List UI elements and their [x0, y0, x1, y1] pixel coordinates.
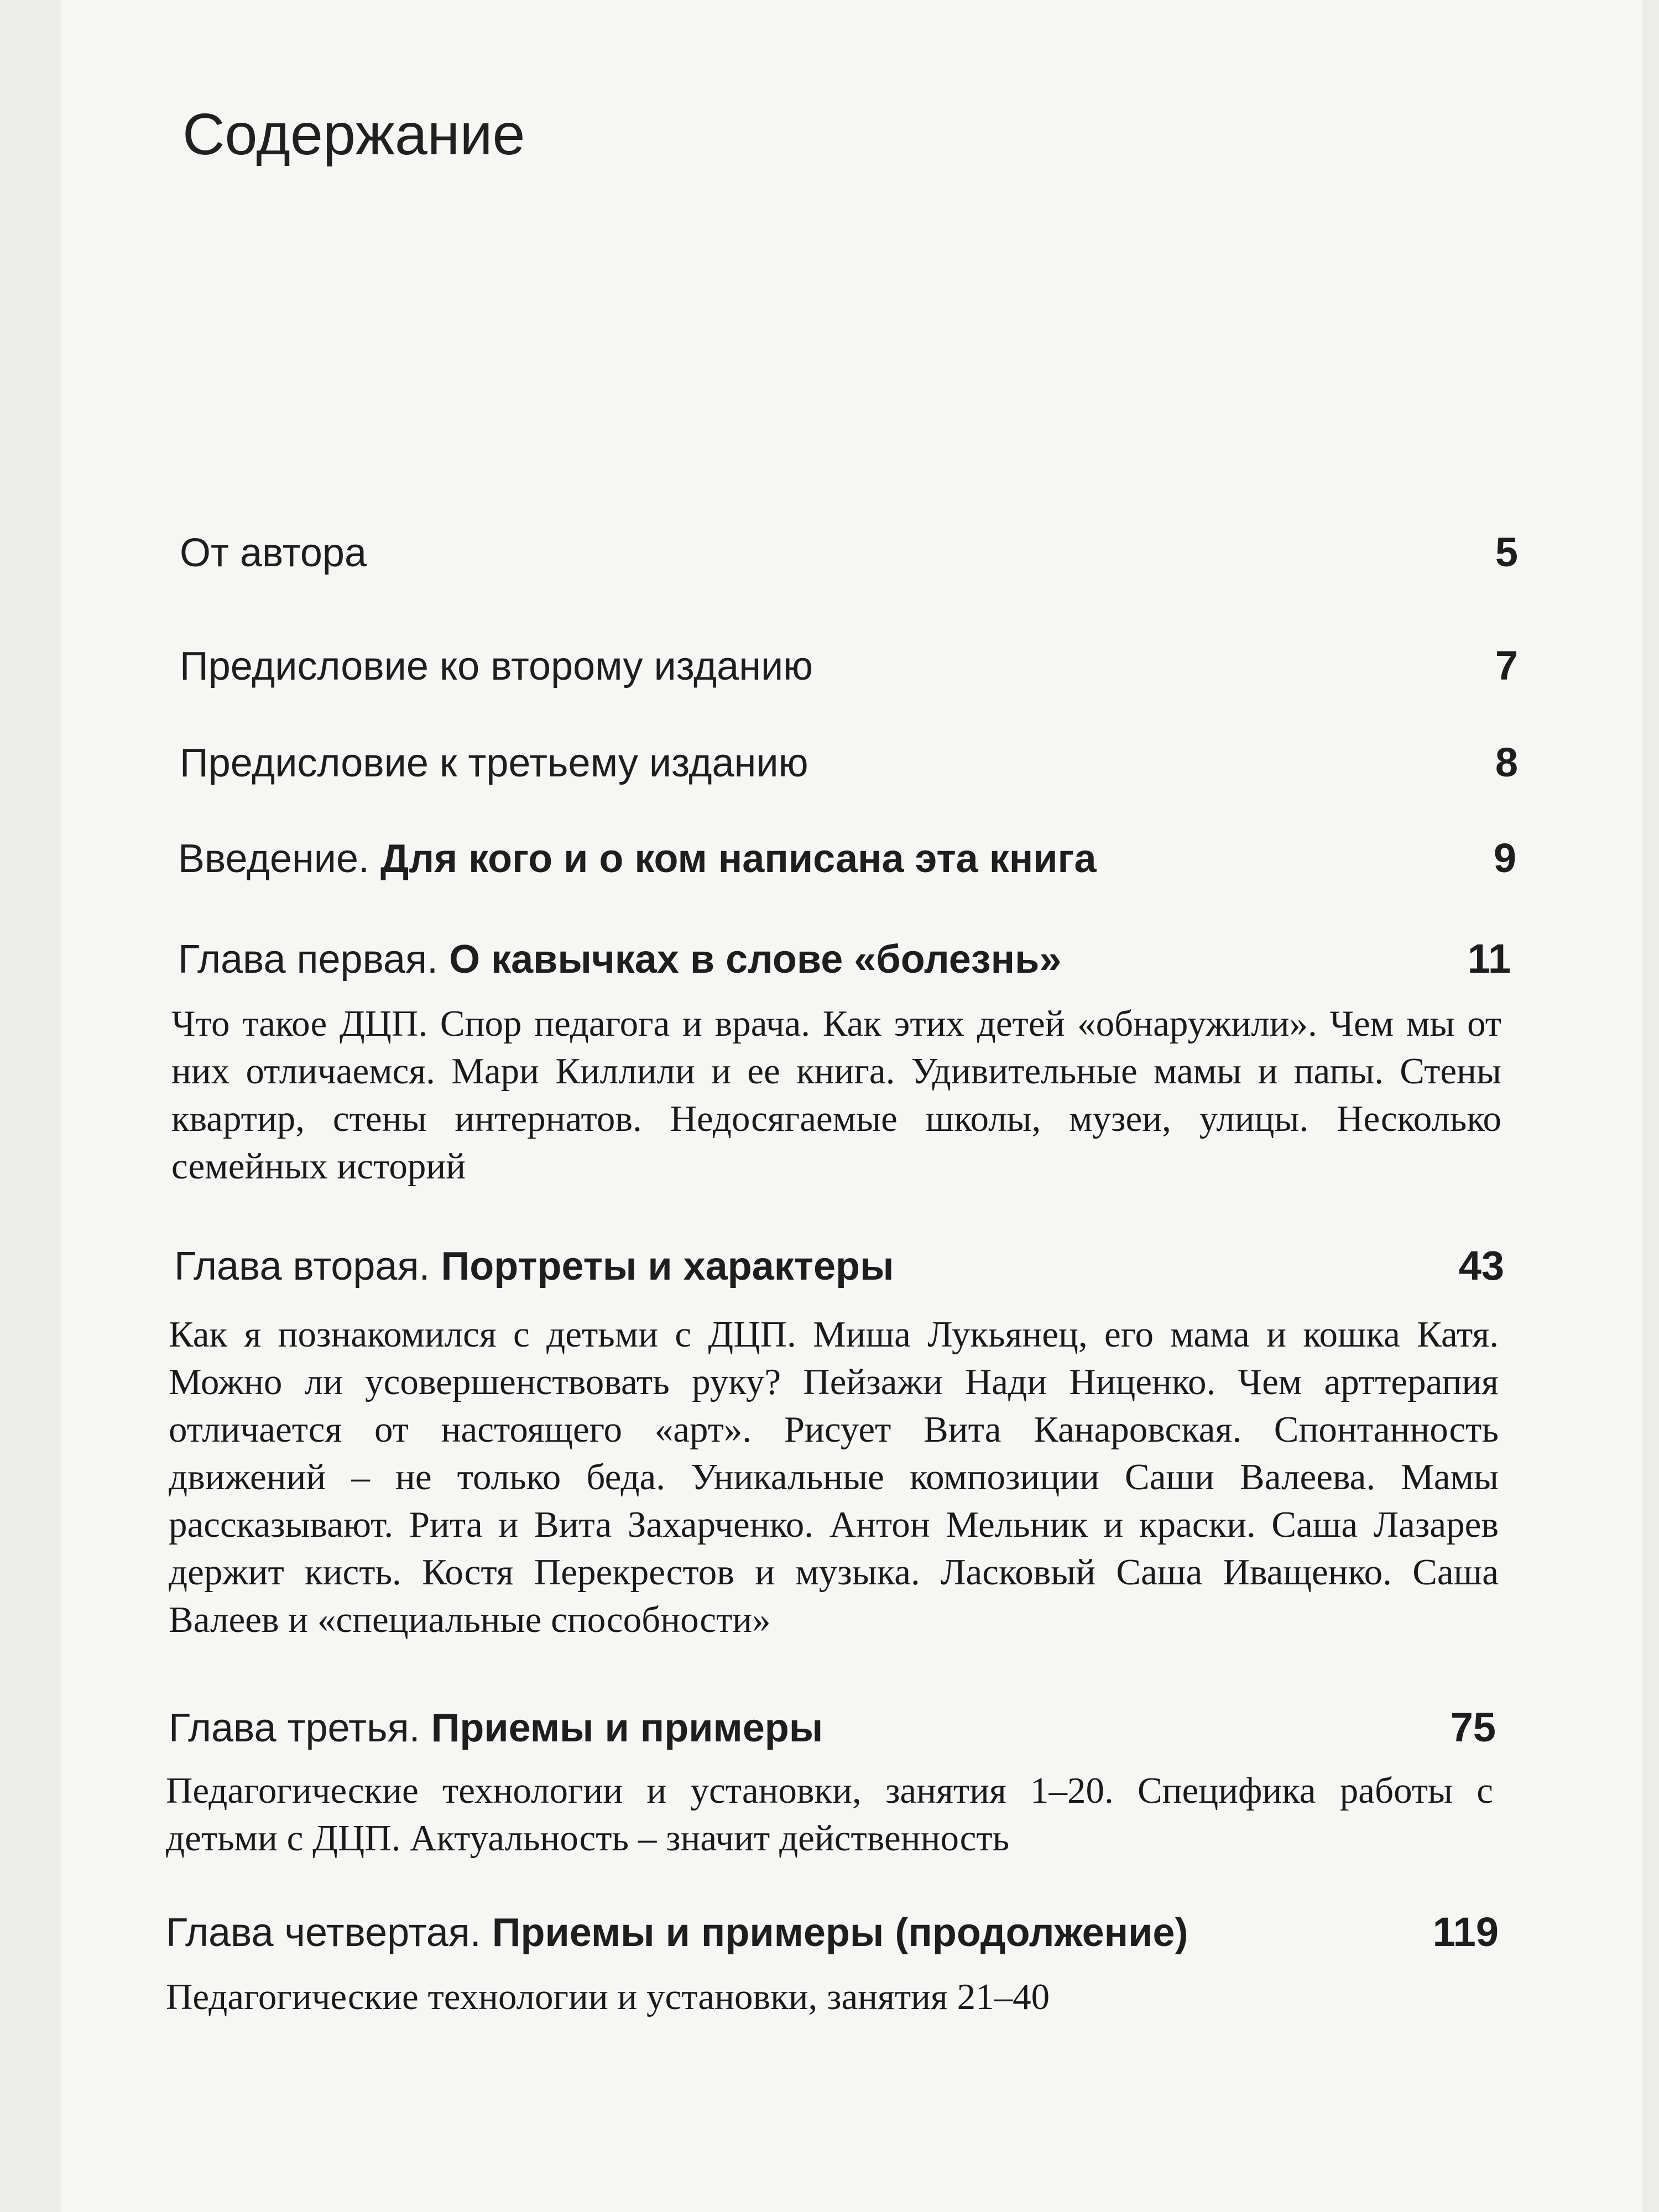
- toc-entry-subtitle: О кавычках в слове «болезнь»: [449, 937, 1062, 982]
- toc-entry-subtitle: Для кого и о ком написана эта книга: [380, 837, 1097, 881]
- toc-entry-label: Предисловие ко второму изданию: [180, 644, 813, 688]
- toc-entry-description: Педагогические технологии и установки, занятия 21–40: [166, 1976, 1050, 2017]
- toc-page-number: 7: [1495, 643, 1518, 688]
- toc-entry-chapter-2[interactable]: [174, 1241, 1504, 1291]
- toc-entry-label: Глава четвертая. Приемы и примеры (продолжение): [166, 1911, 1188, 1955]
- toc-entry-chapter-3[interactable]: [169, 1703, 1496, 1752]
- toc-entry-chapter-1[interactable]: [178, 935, 1511, 984]
- toc-entry-label: От автора: [180, 531, 367, 575]
- toc-entry-introduction[interactable]: [178, 834, 1516, 883]
- toc-entry-subtitle: Портреты и характеры: [441, 1244, 894, 1288]
- toc-entry-description: Как я познакомился с детьми с ДЦП. Миша Лукьянец, его мама и кошка Катя. Можно ли усовершенствовать руку? Пейзажи Нади Ниценко. Чем арттерапия отличается от настоящего «арт». Рисует Вита Канаровская. Спонтанность движений – не только беда. Уникальные композиции Саши Валеева. Мамы рассказывают. Рита и Вита Захарченко. Антон Мельник и краски. Саша Лазарев держит кисть. Костя Перекрестов и музыка. Ласковый Саша Иващенко. Саша Валеев и «специальные способности»: [169, 1314, 1499, 1640]
- toc-entry-from-author[interactable]: [180, 528, 1518, 577]
- toc-entry-description: Педагогические технологии и установки, занятия 1–20. Специфика работы с детьми с ДЦП. Актуальность – значит действенность: [166, 1770, 1493, 1859]
- toc-page-number: 119: [1432, 1909, 1499, 1955]
- toc-entry-label: Глава третья. Приемы и примеры: [169, 1706, 823, 1750]
- toc-entry-preface-second[interactable]: [180, 641, 1518, 691]
- toc-page-number: 5: [1495, 529, 1518, 575]
- toc-entry-description: Что такое ДЦП. Спор педагога и врача. Как этих детей «обнаружили». Чем мы от них отличаемся. Мари Киллили и ее книга. Удивительные мамы и папы. Стены квартир, стены интернатов. Недосягаемые школы, музеи, улицы. Несколько семейных историй: [171, 1003, 1501, 1187]
- toc-entry-subtitle: Приемы и примеры: [431, 1706, 823, 1750]
- toc-entry-label: Глава вторая. Портреты и характеры: [174, 1244, 894, 1288]
- toc-page-number: 75: [1450, 1704, 1496, 1750]
- toc-entry-label: Глава первая. О кавычках в слове «болезнь»: [178, 937, 1062, 982]
- toc-page-number: 43: [1458, 1243, 1504, 1288]
- toc-entry-label: Предисловие к третьему изданию: [180, 741, 808, 785]
- page-title: Содержание: [182, 102, 525, 167]
- toc-page-number: 8: [1495, 739, 1518, 785]
- toc-entry-label: Введение. Для кого и о ком написана эта книга: [178, 837, 1097, 881]
- toc-entry-chapter-4[interactable]: [166, 1908, 1499, 1957]
- toc-page-number: 9: [1493, 835, 1516, 881]
- toc-entry-subtitle: Приемы и примеры (продолжение): [492, 1911, 1188, 1955]
- toc-page-number: 11: [1467, 936, 1511, 982]
- toc-entry-preface-third[interactable]: [180, 738, 1518, 787]
